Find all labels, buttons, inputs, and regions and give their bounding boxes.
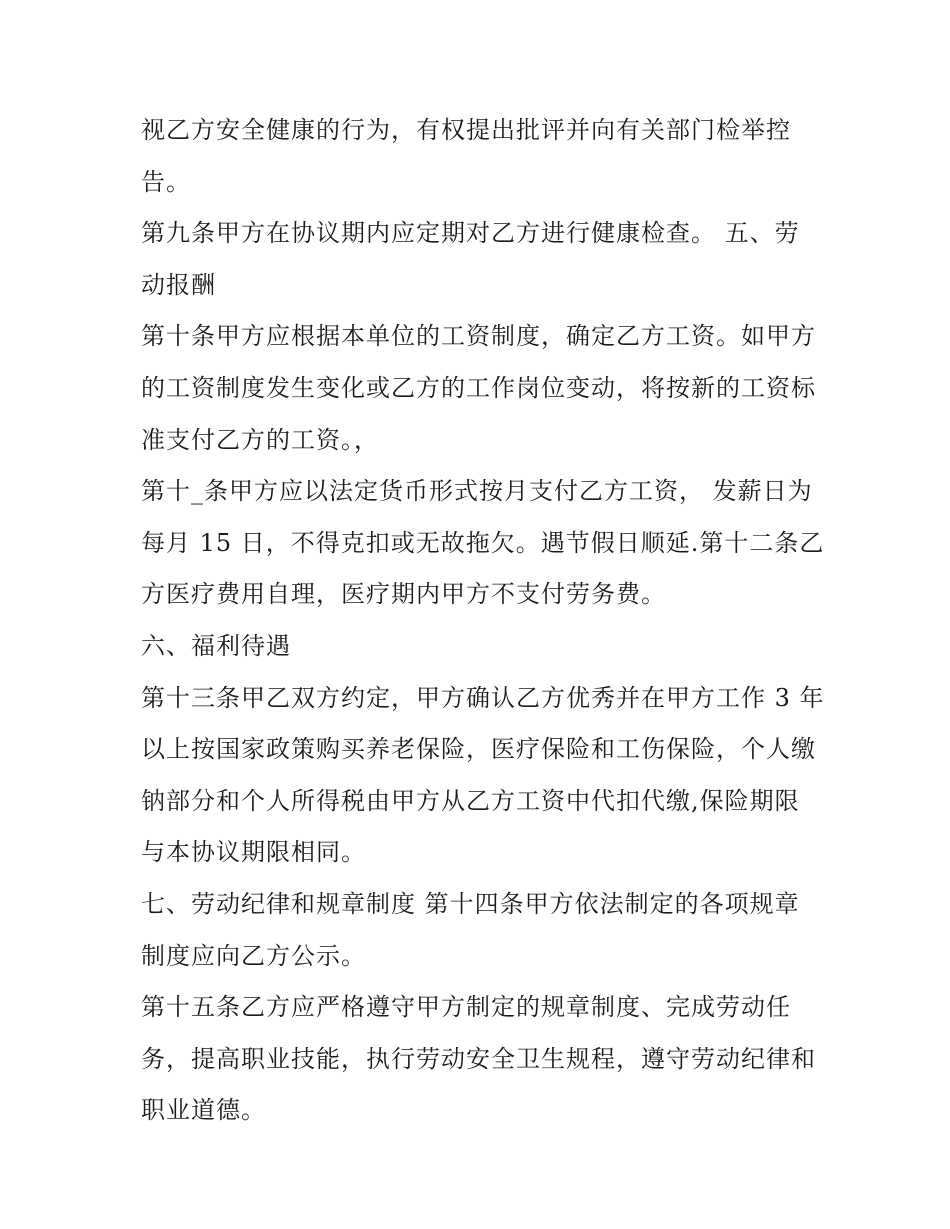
text-line: 的工资制度发生变化或乙方的工作岗位变动，将按新的工资标: [141, 373, 816, 402]
text-line: 告。: [141, 167, 191, 196]
text-line: 第十_条甲方应以法定货币形式按月支付乙方工资， 发薪日为: [141, 477, 813, 506]
text-line: 第十三条甲乙双方约定，甲方确认乙方优秀并在甲方工作 3 年: [141, 683, 825, 712]
text-line: 职业道德。: [141, 1096, 266, 1125]
text-line: 务，提高职业技能，执行劳动安全卫生规程，遵守劳动纪律和: [141, 1044, 816, 1073]
text-line: 与本协议期限相同。: [141, 838, 366, 867]
text-line: 制度应向乙方公示。: [141, 941, 366, 970]
text-line: 方医疗费用自理，医疗期内甲方不支付劳务费。: [141, 580, 666, 609]
text-line: 钠部分和个人所得税由甲方从乙方工资中代扣代缴,保险期限: [141, 786, 800, 815]
text-line: 动报酬: [141, 270, 216, 299]
document-body: [141, 110, 825, 1142]
text-line: 第十五条乙方应严格遵守甲方制定的规章制度、完成劳动任: [141, 993, 791, 1022]
text-line: 准支付乙方的工资。，: [141, 425, 379, 454]
text-line: 第十条甲方应根据本单位的工资制度，确定乙方工资。如甲方: [141, 322, 816, 351]
text-line: 每月 15 日，不得克扣或无故拖欠。遇节假日顺延.第十二条乙: [141, 528, 825, 557]
text-line: 视乙方安全健康的行为，有权提出批评并向有关部门检举控: [141, 116, 791, 144]
text-line: 以上按国家政策购买养老保险，医疗保险和工伤保险，个人缴: [141, 735, 816, 764]
section-heading: 六、福利待遇: [141, 631, 291, 660]
text-line: 七、劳动纪律和规章制度 第十四条甲方依法制定的各项规章: [141, 889, 800, 918]
text-line: 第九条甲方在协议期内应定期对乙方进行健康检查。 五、劳: [141, 219, 800, 248]
